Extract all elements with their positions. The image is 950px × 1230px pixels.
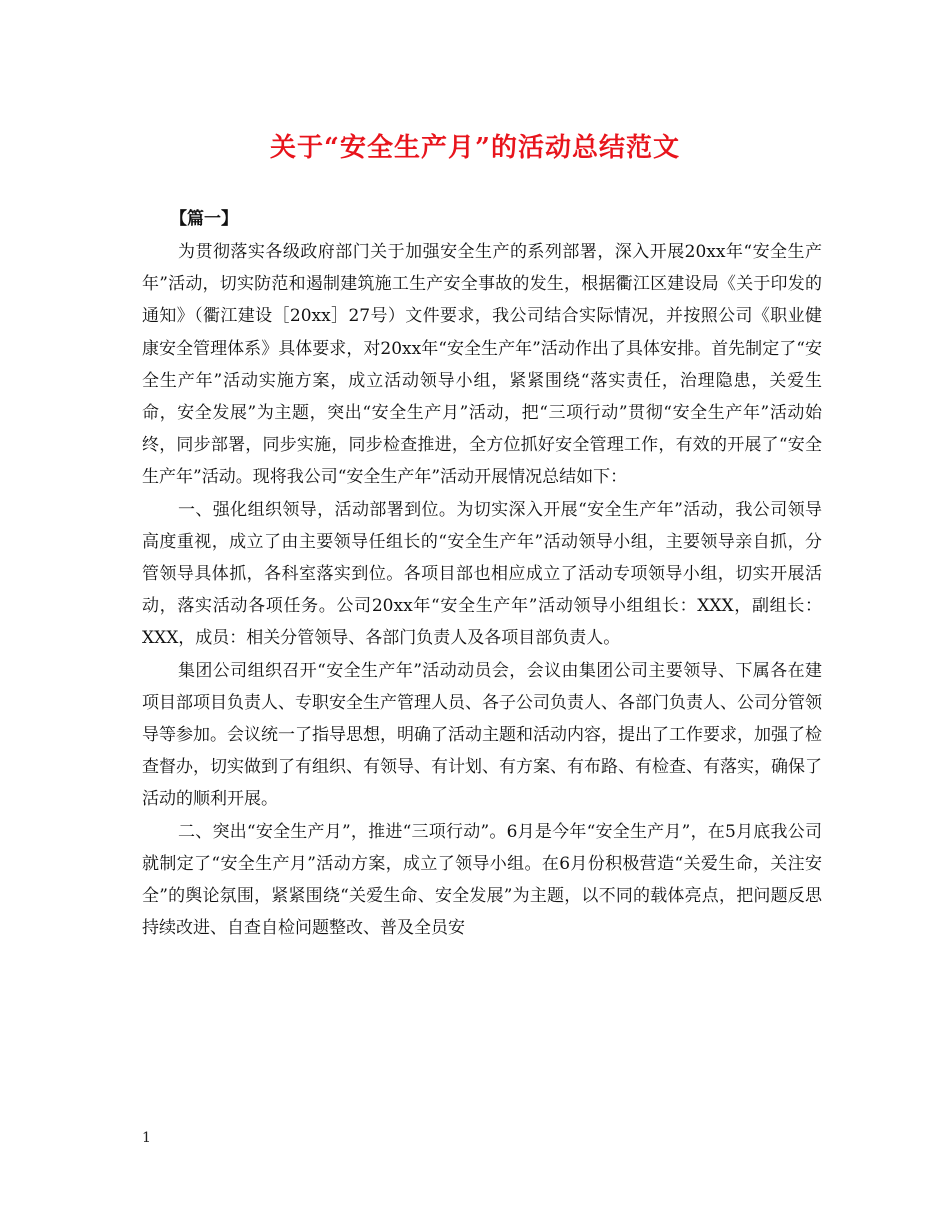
document-body <box>142 202 822 944</box>
paragraph: 集团公司组织召开“安全生产年”活动动员会，会议由集团公司主要领导、下属各在建项目部项目负责人、专职安全生产管理人员、各子公司负责人、各部门负责人、公司分管领导等参加。会议统一了指导思想，明确了活动主题和活动内容，提出了工作要求，加强了检查督办，切实做到了有组织、有领导、有计划、有方案、有布路、有检查、有落实，确保了活动的顺利开展。 <box>142 660 822 810</box>
page-number: 1 <box>142 1130 151 1146</box>
paragraph: 一、强化组织领导，活动部署到位。为切实深入开展“安全生产年”活动，我公司领导高度重视，成立了由主要领导任组长的“安全生产年”活动领导小组，主要领导亲自抓，分管领导具体抓，各科室落实到位。各项目部也相应成立了活动专项领导小组，切实开展活动，落实活动各项任务。公司20xx年“安全生产年”活动领导小组组长：XXX，副组长：XXX，成员：相关分管领导、各部门负责人及各项目部负责人。 <box>142 499 822 649</box>
document-title: 关于“安全生产月”的活动总结范文 <box>270 133 680 163</box>
paragraph: 二、突出“安全生产月”，推进“三项行动”。6月是今年“安全生产月”，在5月底我公司就制定了“安全生产月”活动方案，成立了领导小组。在6月份积极营造“关爱生命，关注安全”的舆论氛围，紧紧围绕“关爱生命、安全发展”为主题，以不同的载体亮点，把问题反思持续改进、自查自检问题整改、普及全员安 <box>142 821 822 939</box>
section-label: 【篇一】 <box>170 209 238 229</box>
paragraph: 为贯彻落实各级政府部门关于加强安全生产的系列部署，深入开展20xx年“安全生产年”活动，切实防范和遏制建筑施工生产安全事故的发生，根据衢江区建设局《关于印发的通知》（衢江建设［20xx］27号）文件要求，我公司结合实际情况，并按照公司《职业健康安全管理体系》具体要求，对20xx年“安全生产年”活动作出了具体安排。首先制定了“安全生产年”活动实施方案，成立活动领导小组，紧紧围绕“落实责任，治理隐患，关爱生命，安全发展”为主题，突出“安全生产月”活动，把“三项行动”贯彻“安全生产年”活动始终，同步部署，同步实施，同步检查推进，全方位抓好安全管理工作，有效的开展了“安全生产年”活动。现将我公司“安全生产年”活动开展情况总结如下： <box>142 242 822 488</box>
